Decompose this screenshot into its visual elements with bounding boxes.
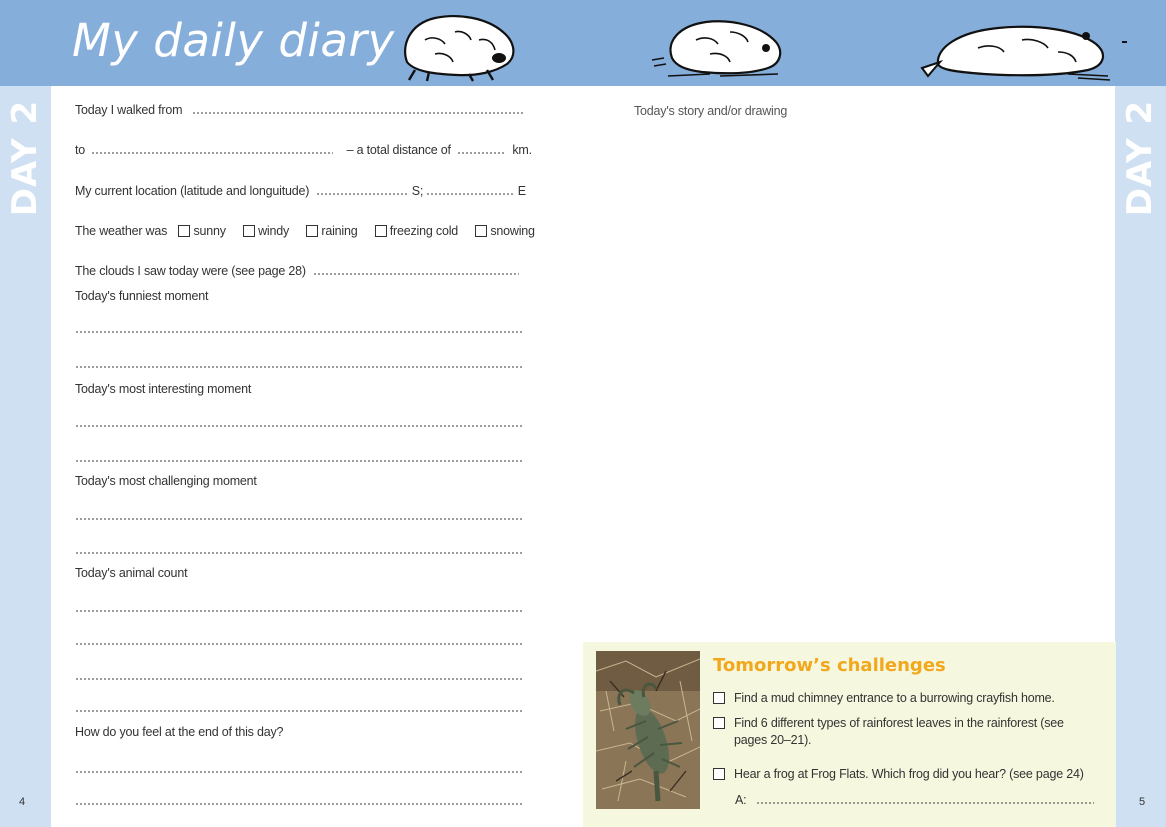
clouds-line: The clouds I saw today were (see page 28) xyxy=(75,264,519,278)
walked-from-field[interactable] xyxy=(192,112,524,114)
wombat-illustration-3 xyxy=(918,18,1114,82)
day-tab-right: DAY 2 xyxy=(1120,99,1161,217)
page-number-right: 5 xyxy=(1139,796,1146,808)
weather-raining-checkbox[interactable] xyxy=(306,225,318,237)
latitude-field[interactable] xyxy=(316,193,408,195)
header-dash xyxy=(1122,41,1127,43)
walked-to-field[interactable] xyxy=(91,152,333,154)
walked-to-line: to – a total distance of km. xyxy=(75,143,532,157)
distance-field[interactable] xyxy=(457,152,505,154)
story-label: Today's story and/or drawing xyxy=(634,104,788,118)
challenge-item-3: Hear a frog at Frog Flats. Which frog did you hear? (see page 24) xyxy=(713,766,1084,783)
weather-sunny-checkbox[interactable] xyxy=(178,225,190,237)
page-number-left: 4 xyxy=(19,796,26,808)
funniest-line-2[interactable] xyxy=(75,366,523,368)
feel-line-1[interactable] xyxy=(75,771,523,773)
animal-count-line-1[interactable] xyxy=(75,610,523,612)
animal-count-line-3[interactable] xyxy=(75,678,523,680)
feel-line-2[interactable] xyxy=(75,803,523,805)
clouds-field[interactable] xyxy=(313,273,519,275)
header-band xyxy=(0,0,1166,86)
challenge-item-2: Find 6 different types of rainforest leaves in the rainforest (see pages 20–21). xyxy=(713,715,1064,749)
interesting-line-1[interactable] xyxy=(75,425,523,427)
challenge-answer-field[interactable] xyxy=(756,802,1094,804)
weather-snowing-checkbox[interactable] xyxy=(475,225,487,237)
weather-line: The weather was sunny windy raining freezing cold snowing xyxy=(75,224,535,238)
interesting-label: Today's most interesting moment xyxy=(75,382,252,396)
crayfish-photo xyxy=(596,651,700,809)
weather-windy-checkbox[interactable] xyxy=(243,225,255,237)
animal-count-label: Today's animal count xyxy=(75,566,188,580)
challenge-item-1: Find a mud chimney entrance to a burrowing crayfish home. xyxy=(713,690,1055,707)
interesting-line-2[interactable] xyxy=(75,460,523,462)
animal-count-line-4[interactable] xyxy=(75,710,523,712)
funniest-label: Today's funniest moment xyxy=(75,289,209,303)
walked-from-line: Today I walked from xyxy=(75,103,524,117)
wombat-illustration-1 xyxy=(395,10,520,82)
location-line: My current location (latitude and longuitude) S; E xyxy=(75,184,526,198)
animal-count-line-2[interactable] xyxy=(75,643,523,645)
challenge-2-checkbox[interactable] xyxy=(713,717,725,729)
day-tab-left: DAY 2 xyxy=(5,99,46,217)
longitude-field[interactable] xyxy=(426,193,514,195)
challenging-line-1[interactable] xyxy=(75,518,523,520)
challenging-line-2[interactable] xyxy=(75,552,523,554)
challenges-title: Tomorrow’s challenges xyxy=(713,655,946,676)
funniest-line-1[interactable] xyxy=(75,331,523,333)
challenge-answer: A: xyxy=(735,792,1094,809)
story-drawing-area[interactable] xyxy=(600,125,1100,630)
challenge-3-checkbox[interactable] xyxy=(713,768,725,780)
feel-label: How do you feel at the end of this day? xyxy=(75,725,284,739)
wombat-illustration-2 xyxy=(650,14,790,80)
challenge-1-checkbox[interactable] xyxy=(713,692,725,704)
weather-freezing-checkbox[interactable] xyxy=(375,225,387,237)
challenging-label: Today's most challenging moment xyxy=(75,474,257,488)
page-title: My daily diary xyxy=(72,14,395,67)
